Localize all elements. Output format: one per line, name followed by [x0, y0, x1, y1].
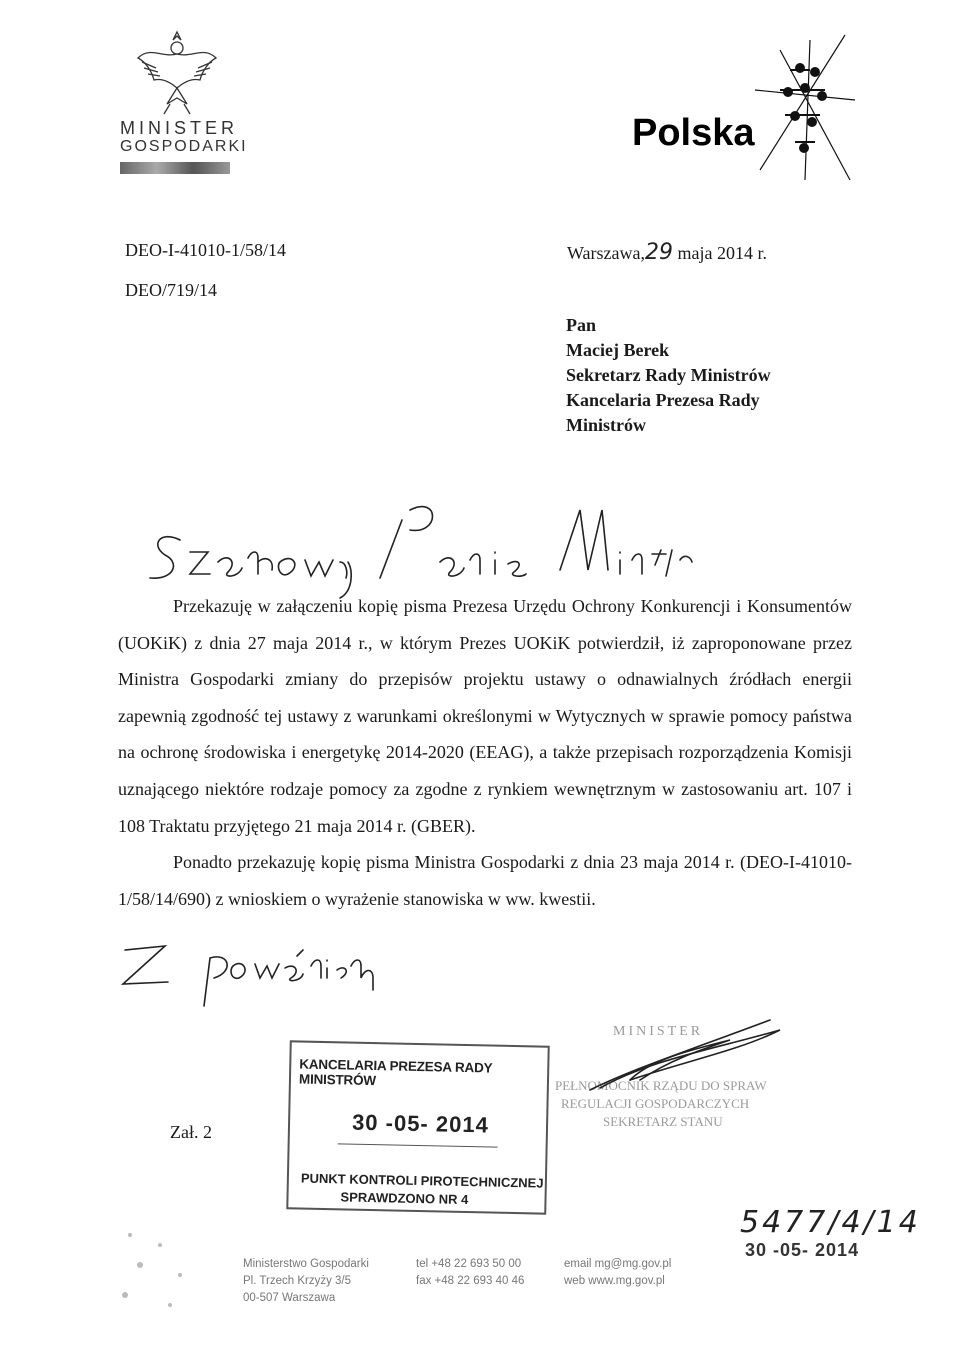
recipient-block [566, 313, 771, 438]
ministry-name-line1: MINISTER [120, 118, 239, 138]
handwritten-closing [115, 928, 415, 1008]
ministry-name-line2: GOSPODARKI [120, 138, 248, 155]
body-paragraph-1: Przekazuję w załączeniu kopię pisma Prezesa Urzędu Ochrony Konkurencji i Konsumentów (UOKiK) z dnia 27 maja 2014 r., w którym Prezes UOKiK potwierdził, iż zaproponowane przez Ministra Gospodarki zmiany do przepisów projektu ustawy o odnawialnych źródłach energii zapewnią zgodność tej ustawy z warunkami określonymi w Wytycznych w sprawie pomocy państwa na ochronę środowiska i energetykę 2014-2020 (EEAG), a także przepisach rozporządzenia Komisji uznającego niektóre rodzaje pomocy za zgodne z rynkiem wewnętrznym w zastosowaniu art. 107 i 108 Traktatu przyjętego 21 maja 2014 r. (GBER). [118, 596, 852, 836]
polska-brand-wordmark: Polska [632, 112, 755, 154]
signature-stamp-line: REGULACJI GOSPODARCZYCH [561, 1096, 750, 1111]
handwritten-day: 29 [645, 240, 674, 265]
recipient-line: Maciej Berek [566, 340, 670, 360]
registry-stamp [286, 1040, 549, 1214]
recipient-line: Sekretarz Rady Ministrów [566, 365, 771, 385]
place-city: Warszawa, [567, 243, 646, 263]
footer-line: tel +48 22 693 50 00 [416, 1258, 522, 1270]
footer-decoration-icon [100, 1215, 210, 1325]
stamp-office-name: KANCELARIA PREZESA RADY MINISTRÓW [298, 1056, 493, 1089]
place-and-date [567, 240, 767, 265]
recipient-line: Kancelaria Prezesa Rady [566, 390, 760, 410]
handwritten-signature [570, 1010, 800, 1100]
footer-contact [564, 1256, 671, 1290]
stamp-divider [338, 1143, 498, 1147]
footer-line: web www.mg.gov.pl [564, 1275, 665, 1287]
stamp-control-point: PUNKT KONTROLI PIROTECHNICZNEJ [300, 1170, 544, 1191]
body-paragraph-2: Ponadto przekazuję kopię pisma Ministra Gospodarki z dnia 23 maja 2014 r. (DEO-I-41010-1/58/14/690) z wnioskiem o wyrażenie stanowiska w ww. kwestii. [118, 852, 852, 909]
letter-body [118, 588, 852, 917]
footer-line: Ministerstwo Gospodarki [243, 1258, 369, 1270]
recipient-line: Ministrów [566, 415, 646, 435]
handwritten-registry-number: 5477/4/14 [740, 1205, 921, 1240]
footer-address [243, 1256, 369, 1307]
footer-line: email mg@mg.gov.pl [564, 1258, 672, 1270]
ministry-flag-bar [120, 162, 230, 174]
signature-stamp-line: SEKRETARZ STANU [603, 1114, 723, 1129]
handwritten-salutation [140, 490, 700, 600]
signature-stamp-line: MINISTER [613, 1024, 704, 1039]
registry-date: 30 -05- 2014 [745, 1240, 860, 1260]
footer-line: Pl. Trzech Krzyży 3/5 [243, 1275, 352, 1287]
document-reference-1: DEO-I-41010-1/58/14 [125, 240, 286, 260]
signature-stamp-line: PEŁNOMOCNIK RZĄDU DO SPRAW [555, 1078, 767, 1093]
date-month-year: maja 2014 r. [677, 243, 767, 263]
stamp-checked-number: SPRAWDZONO NR 4 [340, 1189, 469, 1208]
footer-line: fax +48 22 693 40 46 [416, 1275, 525, 1287]
stamp-date: 30 -05- 2014 [351, 1109, 490, 1138]
footer-line: 00-507 Warszawa [243, 1292, 336, 1304]
document-reference-2: DEO/719/14 [125, 280, 217, 300]
eagle-emblem-icon [132, 28, 222, 118]
footer-phone [416, 1256, 524, 1290]
attachment-count: Zał. 2 [170, 1122, 212, 1142]
polska-star-mark-icon [750, 30, 860, 190]
recipient-line: Pan [566, 315, 597, 335]
